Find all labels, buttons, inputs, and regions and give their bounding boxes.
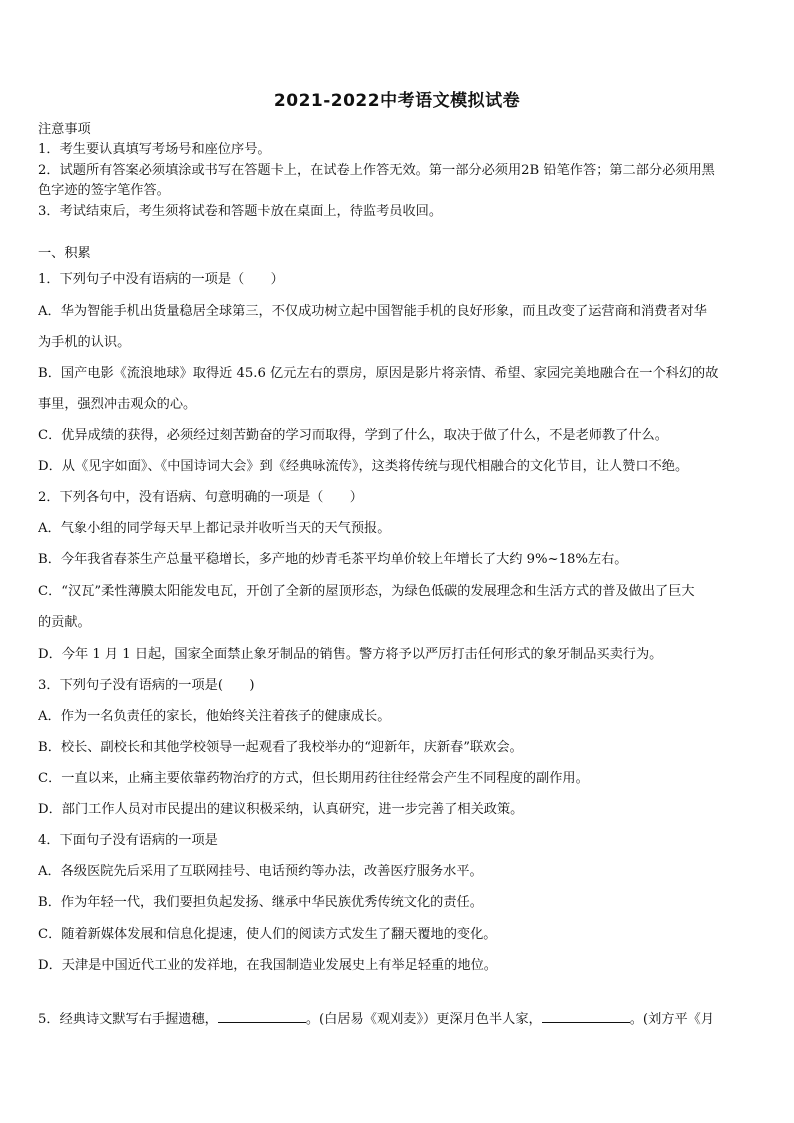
question-stem: 4．下面句子没有语病的一项是 <box>38 833 218 848</box>
notice-item: 3．考试结束后，考生须将试卷和答题卡放在桌面上，待监考员收回。 <box>38 204 443 219</box>
notice-item: 1．考生要认真填写考场号和座位序号。 <box>38 142 271 157</box>
question-stem: 1．下列句子中没有语病的一项是（ ） <box>38 272 284 287</box>
notice-item: 2．试题所有答案必须填涂或书写在答题卡上，在试卷上作答无效。第一部分必须用2B 铅笔作答；第二部分必须用黑 <box>38 163 715 178</box>
option-d: D．天津是中国近代工业的发祥地，在我国制造业发展史上有举足轻重的地位。 <box>38 958 497 973</box>
option-b: B．校长、副校长和其他学校领导一起观看了我校举办的“迎新年，庆新春”联欢会。 <box>38 740 523 755</box>
option-a: A．作为一名负责任的家长，他始终关注着孩子的健康成长。 <box>38 709 391 724</box>
option-b: B．作为年轻一代，我们要担负起发扬、继承中华民族优秀传统文化的责任。 <box>38 895 483 910</box>
question-5 <box>38 1010 760 1029</box>
question-stem: 2．下列各句中，没有语病、句意明确的一项是（ ） <box>38 490 363 505</box>
question-text: 。(刘方平《月 <box>629 1012 715 1027</box>
option-a-cont: 为手机的认识。 <box>38 335 131 350</box>
option-d: D．部门工作人员对市民提出的建议积极采纳，认真研究，进一步完善了相关政策。 <box>38 802 524 817</box>
option-a: A．气象小组的同学每天早上都记录并收听当天的天气预报。 <box>38 521 391 536</box>
option-a: A．各级医院先后采用了互联网挂号、电话预约等办法，改善医疗服务水平。 <box>38 864 483 879</box>
option-c: C．优异成绩的获得，必须经过刻苦勤奋的学习而取得，学到了什么，取决于做了什么，不是老师教了什么。 <box>38 428 668 443</box>
option-b-cont: 事里，强烈冲击观众的心。 <box>38 397 197 412</box>
option-d: D．从《见字如面》、《中国诗词大会》到《经典咏流传》，这类将传统与现代相融合的文化节目，让人赞口不绝。 <box>38 459 689 474</box>
section-title: 一、积累 <box>38 246 91 261</box>
question-stem: 3．下列句子没有语病的一项是( ) <box>38 678 255 693</box>
notice-item: 色字迹的签字笔作答。 <box>38 183 170 198</box>
option-c: C．一直以来，止痛主要依靠药物治疗的方式，但长期用药往往经常会产生不同程度的副作用。 <box>38 771 589 786</box>
answer-blank[interactable] <box>218 1010 306 1023</box>
option-c: C．随着新媒体发展和信息化提速，使人们的阅读方式发生了翻天覆地的变化。 <box>38 927 497 942</box>
option-d: D．今年 1 月 1 日起，国家全面禁止象牙制品的销售。警方将予以严厉打击任何形式的象牙制品买卖行为。 <box>38 647 663 662</box>
option-b: B．今年我省春茶生产总量平稳增长，多产地的炒青毛茶平均单价较上年增长了大约 9%~18%左右。 <box>38 552 628 567</box>
question-text: 5．经典诗文默写右手握遗穗， <box>38 1012 218 1027</box>
answer-blank[interactable] <box>542 1010 630 1023</box>
notice-heading: 注意事项 <box>38 122 91 137</box>
option-a: A．华为智能手机出货量稳居全球第三，不仅成功树立起中国智能手机的良好形象，而且改变了运营商和消费者对华 <box>38 304 707 319</box>
question-text: 。(白居易《观刈麦》）更深月色半人家， <box>305 1012 542 1027</box>
option-c: C．“汉瓦”柔性薄膜太阳能发电瓦，开创了全新的屋顶形态，为绿色低碳的发展理念和生活方式的普及做出了巨大 <box>38 584 695 599</box>
option-c-cont: 的贡献。 <box>38 615 91 630</box>
option-b: B．国产电影《流浪地球》取得近 45.6 亿元左右的票房，原因是影片将亲情、希望、家园完美地融合在一个科幻的故 <box>38 366 719 381</box>
exam-title: 2021-2022中考语文模拟试卷 <box>273 91 521 111</box>
